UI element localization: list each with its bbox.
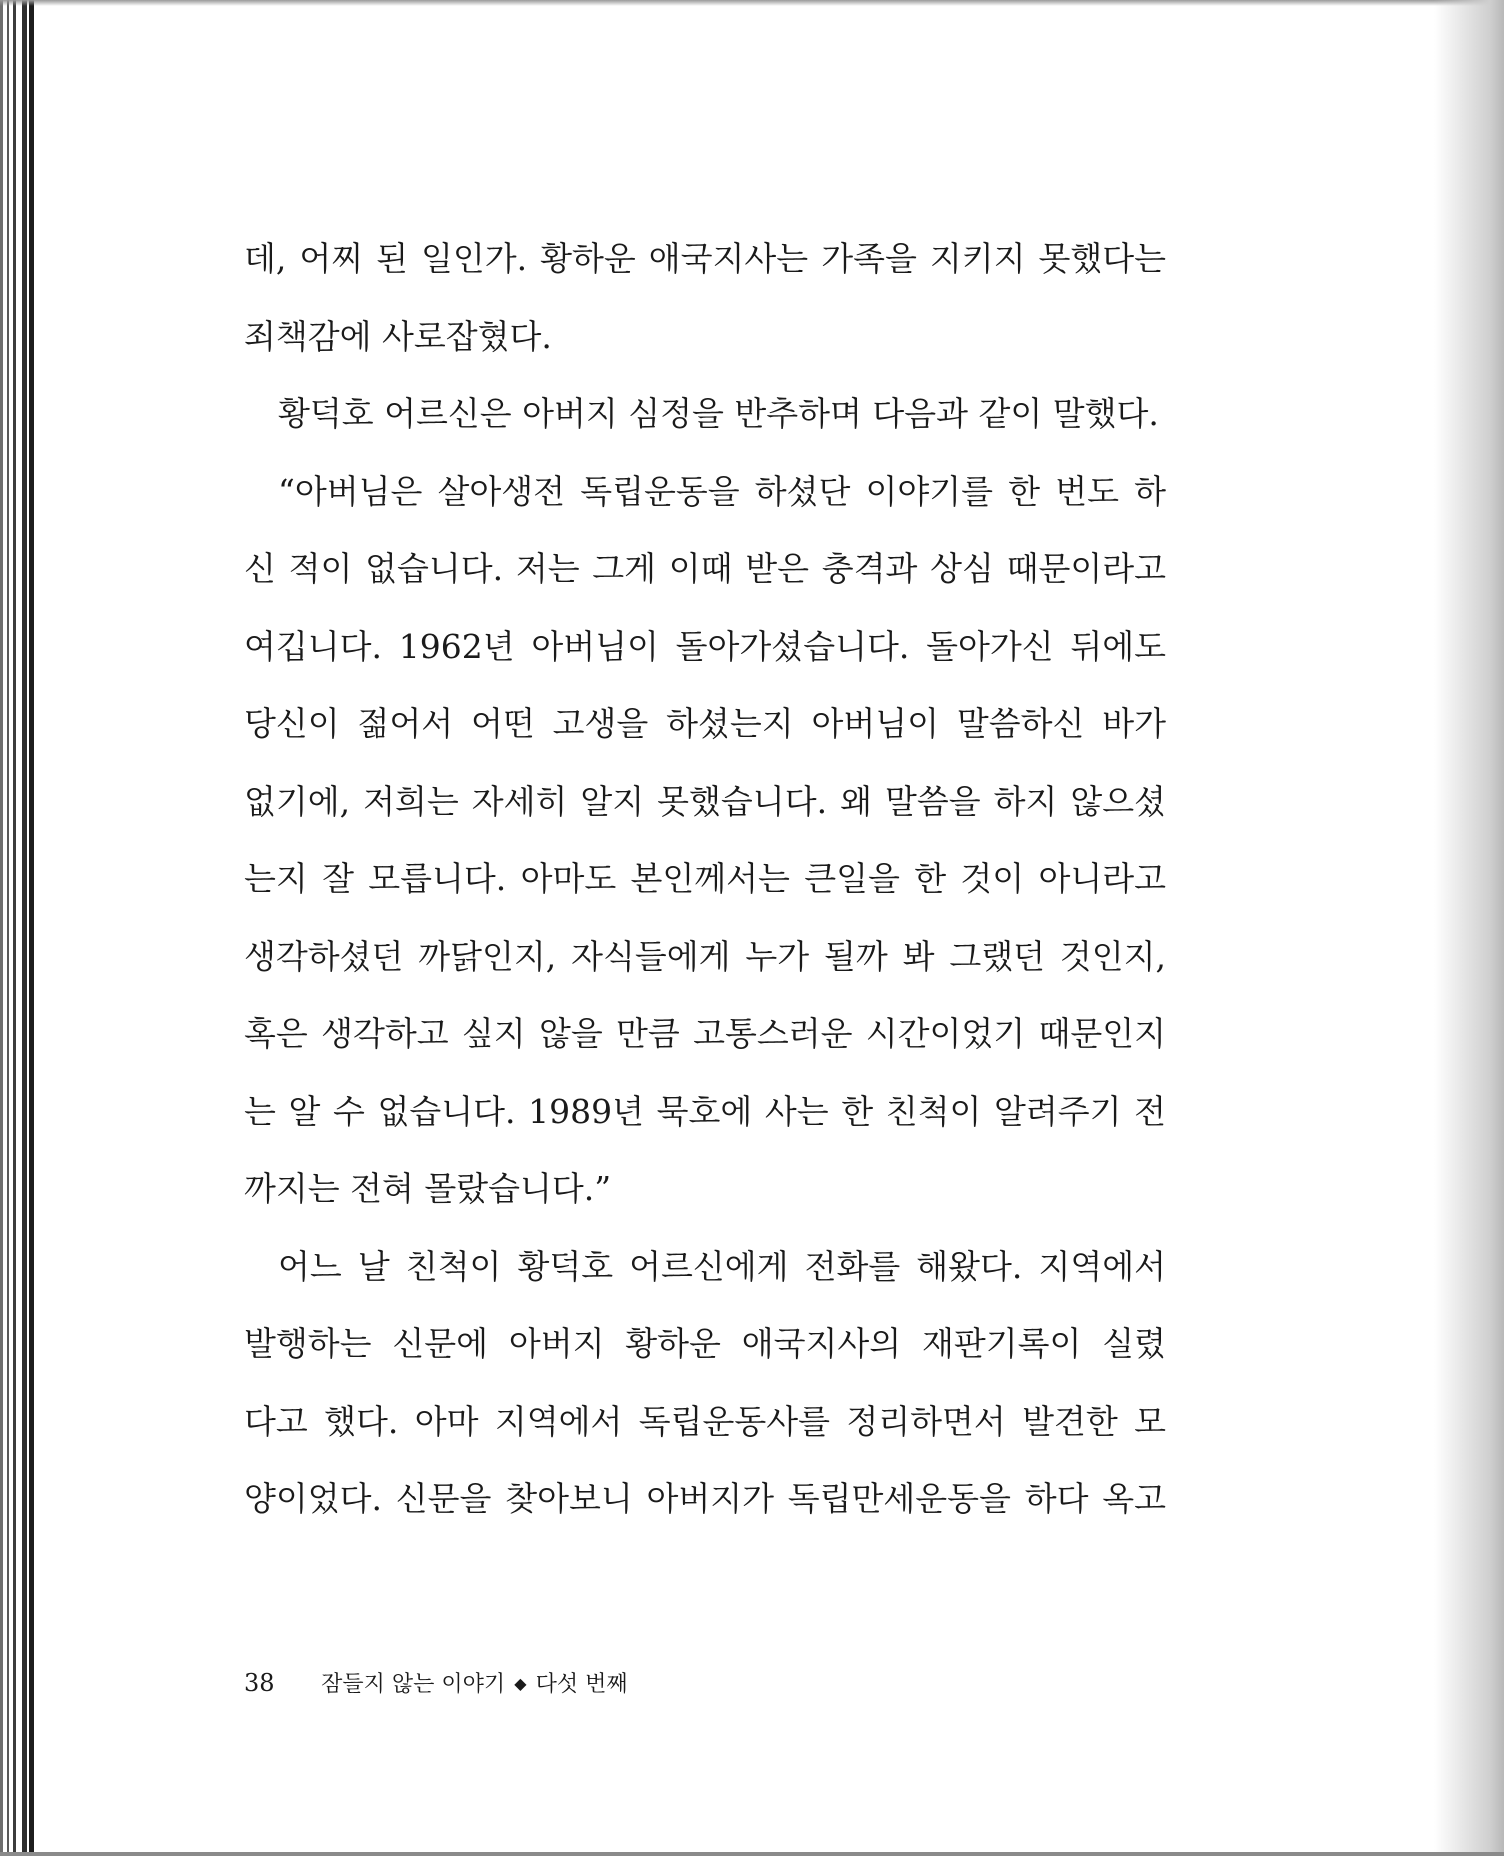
text-line: 없기에, 저희는 자세히 알지 못했습니다. 왜 말씀을 하지 않으셨 [244, 781, 1166, 821]
text-line: 혹은 생각하고 싶지 않을 만큼 고통스러운 시간이었기 때문인지 [244, 1014, 1166, 1053]
volume-label: 다섯 번째 [535, 1672, 628, 1697]
page-top-edge [0, 0, 1504, 6]
body-text [244, 220, 1166, 1538]
text-line: 까지는 전혀 몰랐습니다.” [244, 1169, 612, 1208]
text-line: 는 알 수 없습니다. 1989년 묵호에 사는 한 친척이 알려주기 전 [244, 1091, 1166, 1131]
text-line: 신 적이 없습니다. 저는 그게 이때 받은 충격과 상심 때문이라고 [244, 549, 1166, 588]
page-footer [244, 1667, 628, 1698]
diamond-icon: ◆ [514, 1674, 527, 1693]
text-line: 발행하는 신문에 아버지 황하운 애국지사의 재판기록이 실렸 [244, 1324, 1166, 1363]
page-number: 38 [244, 1669, 275, 1697]
text-line: 어느 날 친척이 황덕호 어르신에게 전화를 해왔다. 지역에서 [278, 1246, 1166, 1286]
text-line: 죄책감에 사로잡혔다. [244, 316, 552, 356]
running-title: 잠들지 않는 이야기 [321, 1672, 506, 1697]
text-line: 당신이 젊어서 어떤 고생을 하셨는지 아버님이 말씀하신 바가 [244, 704, 1166, 743]
text-line: 양이었다. 신문을 찾아보니 아버지가 독립만세운동을 하다 옥고 [244, 1479, 1166, 1518]
text-line: 황덕호 어르신은 아버지 심정을 반추하며 다음과 같이 말했다. [278, 394, 1159, 433]
text-line: 데, 어찌 된 일인가. 황하운 애국지사는 가족을 지키지 못했다는 [244, 239, 1166, 278]
page-shadow [1434, 0, 1504, 1856]
text-line: “아버님은 살아생전 독립운동을 하셨단 이야기를 한 번도 하 [278, 471, 1166, 511]
text-line: 다고 했다. 아마 지역에서 독립운동사를 정리하면서 발견한 모 [244, 1401, 1166, 1441]
page-bottom-edge [0, 1852, 1504, 1856]
text-line: 는지 잘 모릅니다. 아마도 본인께서는 큰일을 한 것이 아니라고 [244, 859, 1166, 898]
text-line: 여깁니다. 1962년 아버님이 돌아가셨습니다. 돌아가신 뒤에도 [244, 626, 1166, 666]
text-line: 생각하셨던 까닭인지, 자식들에게 누가 될까 봐 그랬던 것인지, [244, 936, 1166, 976]
book-spine-edge [0, 0, 48, 1856]
